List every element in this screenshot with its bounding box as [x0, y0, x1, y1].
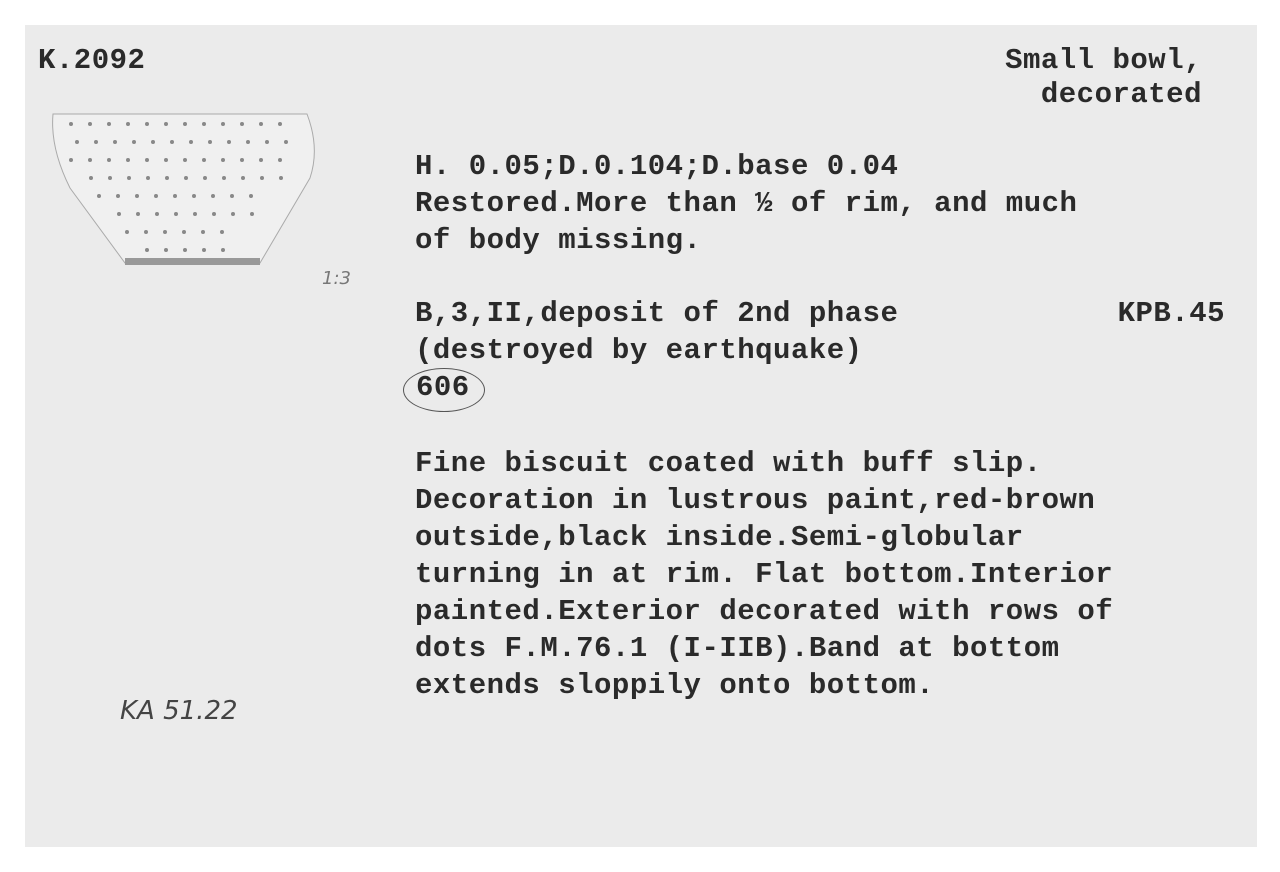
- drawing-dot: [94, 140, 98, 144]
- drawing-dot: [202, 158, 206, 162]
- drawing-dot: [89, 176, 93, 180]
- drawing-dot: [227, 140, 231, 144]
- drawing-dot: [221, 158, 225, 162]
- drawing-scale: 1:3: [322, 268, 351, 289]
- drawing-dot: [192, 194, 196, 198]
- findspot-line-1: B,3,II,deposit of 2nd phase: [415, 297, 899, 330]
- handwritten-note: KA 51.22: [120, 696, 238, 726]
- drawing-dot: [259, 158, 263, 162]
- circled-number: 606: [416, 371, 470, 404]
- drawing-dot: [260, 176, 264, 180]
- drawing-dot: [170, 140, 174, 144]
- drawing-dot: [164, 158, 168, 162]
- drawing-dot: [145, 158, 149, 162]
- drawing-dot: [246, 140, 250, 144]
- drawing-dot: [145, 248, 149, 252]
- drawing-dot: [201, 230, 205, 234]
- drawing-dot: [189, 140, 193, 144]
- drawing-dot: [240, 122, 244, 126]
- description-line-4: turning in at rim. Flat bottom.Interior: [415, 558, 1114, 591]
- drawing-dot: [222, 176, 226, 180]
- drawing-dot: [126, 158, 130, 162]
- drawing-dot: [146, 176, 150, 180]
- drawing-dot: [69, 158, 73, 162]
- drawing-dot: [208, 140, 212, 144]
- drawing-dot: [132, 140, 136, 144]
- drawing-dot: [126, 122, 130, 126]
- drawing-dot: [212, 212, 216, 216]
- drawing-dot: [202, 122, 206, 126]
- drawing-dot: [202, 248, 206, 252]
- drawing-dot: [241, 176, 245, 180]
- drawing-dot: [231, 212, 235, 216]
- drawing-dot: [193, 212, 197, 216]
- object-title-line-1: Small bowl,: [1005, 44, 1202, 77]
- drawing-dot: [183, 158, 187, 162]
- drawing-dot: [151, 140, 155, 144]
- drawing-dot: [127, 176, 131, 180]
- drawing-dot: [183, 122, 187, 126]
- drawing-dot: [154, 194, 158, 198]
- drawing-dot: [220, 230, 224, 234]
- drawing-dot: [279, 176, 283, 180]
- drawing-dot: [164, 122, 168, 126]
- drawing-dot: [203, 176, 207, 180]
- drawing-dot: [184, 176, 188, 180]
- drawing-dot: [211, 194, 215, 198]
- catalog-number: K.2092: [38, 44, 146, 77]
- drawing-dot: [107, 122, 111, 126]
- drawing-dot: [163, 230, 167, 234]
- bowl-drawing: [45, 108, 325, 273]
- drawing-dot: [145, 122, 149, 126]
- drawing-dot: [250, 212, 254, 216]
- drawing-dot: [173, 194, 177, 198]
- drawing-dot: [117, 212, 121, 216]
- drawing-dot: [69, 122, 73, 126]
- condition-line-1: Restored.More than ½ of rim, and much: [415, 187, 1078, 220]
- drawing-dot: [182, 230, 186, 234]
- description-line-3: outside,black inside.Semi-globular: [415, 521, 1024, 554]
- drawing-dot: [265, 140, 269, 144]
- reference: KPB.45: [1117, 297, 1225, 330]
- drawing-dot: [240, 158, 244, 162]
- description-line-7: extends sloppily onto bottom.: [415, 669, 935, 702]
- drawing-dot: [164, 248, 168, 252]
- drawing-dot: [108, 176, 112, 180]
- drawing-dot: [278, 122, 282, 126]
- drawing-dot: [221, 122, 225, 126]
- drawing-dot: [144, 230, 148, 234]
- dimensions: H. 0.05;D.0.104;D.base 0.04: [415, 150, 899, 183]
- drawing-dot: [116, 194, 120, 198]
- condition-line-2: of body missing.: [415, 224, 702, 257]
- drawing-dot: [284, 140, 288, 144]
- drawing-dot: [259, 122, 263, 126]
- drawing-dot: [183, 248, 187, 252]
- drawing-dot: [113, 140, 117, 144]
- object-title-line-2: decorated: [1040, 78, 1202, 111]
- drawing-dot: [249, 194, 253, 198]
- description-line-1: Fine biscuit coated with buff slip.: [415, 447, 1042, 480]
- description-line-5: painted.Exterior decorated with rows of: [415, 595, 1114, 628]
- drawing-dot: [165, 176, 169, 180]
- drawing-dot: [155, 212, 159, 216]
- findspot-line-2: (destroyed by earthquake): [415, 334, 863, 367]
- drawing-dot: [174, 212, 178, 216]
- drawing-dot: [230, 194, 234, 198]
- drawing-dot: [88, 122, 92, 126]
- drawing-dot: [221, 248, 225, 252]
- drawing-dot: [136, 212, 140, 216]
- description-line-6: dots F.M.76.1 (I-IIB).Band at bottom: [415, 632, 1060, 665]
- drawing-dot: [75, 140, 79, 144]
- drawing-dot: [278, 158, 282, 162]
- drawing-dot: [135, 194, 139, 198]
- drawing-dot: [97, 194, 101, 198]
- description-line-2: Decoration in lustrous paint,red-brown: [415, 484, 1096, 517]
- drawing-dot: [107, 158, 111, 162]
- drawing-dot: [88, 158, 92, 162]
- drawing-dot: [125, 230, 129, 234]
